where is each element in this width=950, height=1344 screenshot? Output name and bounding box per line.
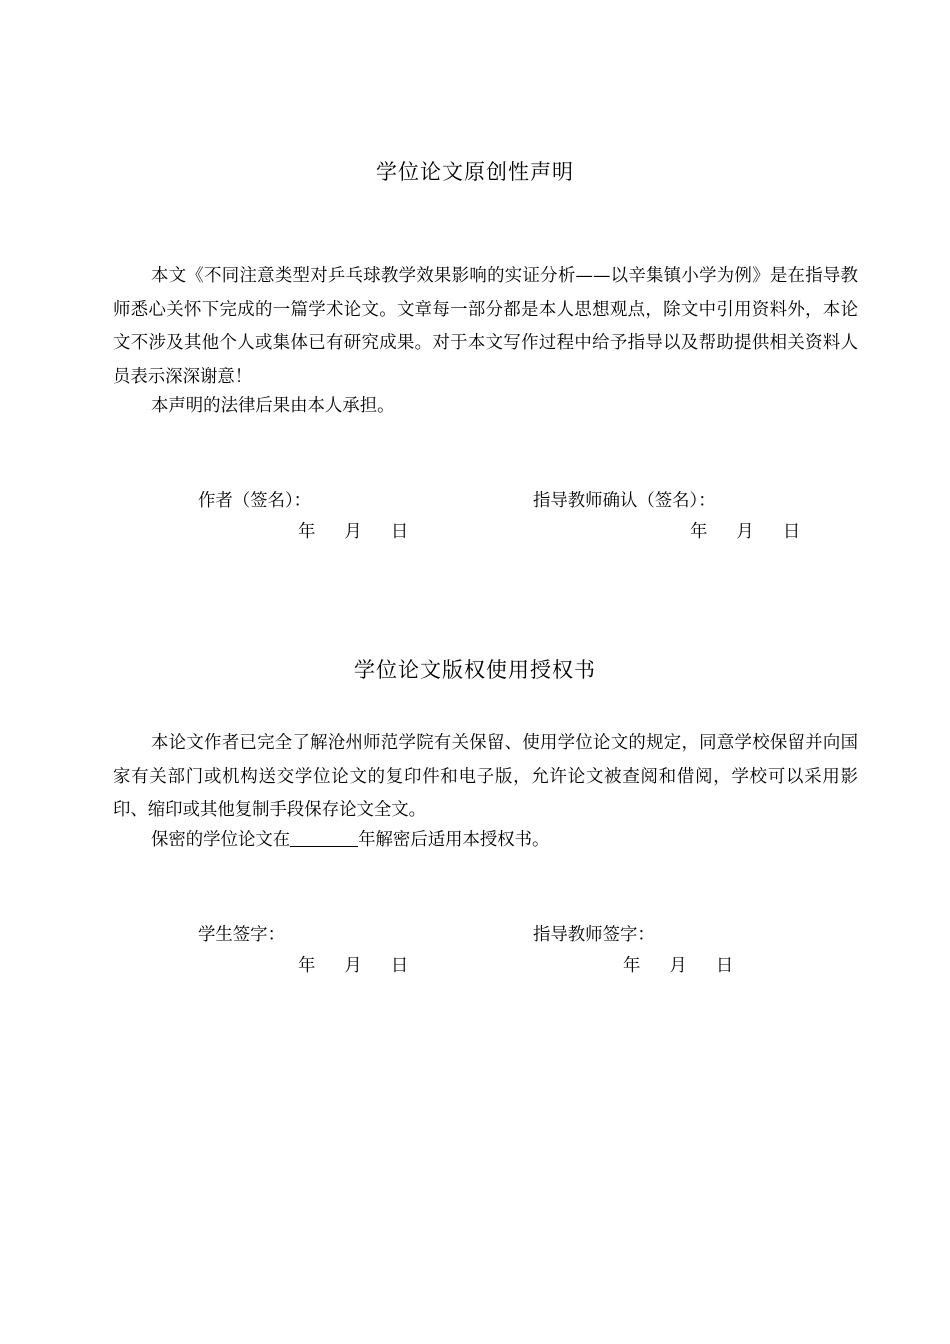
student-date-line bbox=[298, 954, 408, 978]
secrecy-suffix: 年解密后适用本授权书。 bbox=[358, 830, 550, 850]
date-month: 月 bbox=[669, 956, 687, 976]
date-year: 年 bbox=[690, 522, 708, 542]
advisor-date-line bbox=[690, 520, 800, 544]
authorization-title: 学位论文版权使用授权书 bbox=[354, 658, 596, 682]
declaration-liability: 本声明的法律后果由本人承担。 bbox=[151, 396, 395, 416]
date-day: 日 bbox=[782, 522, 801, 542]
secrecy-prefix: 保密的学位论文在 bbox=[151, 830, 291, 850]
authorization-body: 本论文作者已完全了解沧州师范学院有关保留、使用学位论文的规定，同意学校保留并向国家有关部门或机构送交学位论文的复印件和电子版，允许论文被查阅和借阅，学校可以采用影印、缩印或其他复制手段保存论文全文。 bbox=[113, 733, 858, 820]
declaration-title: 学位论文原创性声明 bbox=[376, 160, 574, 184]
date-month: 月 bbox=[344, 956, 362, 976]
years-blank bbox=[290, 829, 358, 847]
date-year: 年 bbox=[623, 956, 641, 976]
author-signature-label: 作者（签名）： bbox=[198, 491, 312, 511]
date-month: 月 bbox=[736, 522, 754, 542]
student-signature-label: 学生签字： bbox=[198, 925, 285, 945]
advisor-confirm-signature-label: 指导教师确认（签名）： bbox=[533, 491, 716, 511]
declaration-body: 本文《不同注意类型对乒乓球教学效果影响的实证分析——以辛集镇小学为例》是在指导教师悉心关怀下完成的一篇学术论文。文章每一部分都是本人思想观点，除文中引用资料外，本论文不涉及其他个人或集体已有研究成果。对于本文写作过程中给予指导以及帮助提供相关资料人员表示深深谢意！ bbox=[113, 266, 858, 387]
date-day: 日 bbox=[390, 522, 409, 542]
secrecy-clause bbox=[113, 824, 858, 858]
advisor-sign-date-line bbox=[623, 954, 733, 978]
date-month: 月 bbox=[344, 522, 362, 542]
date-year: 年 bbox=[298, 522, 316, 542]
date-day: 日 bbox=[715, 956, 734, 976]
date-year: 年 bbox=[298, 956, 316, 976]
date-day: 日 bbox=[390, 956, 409, 976]
author-date-line bbox=[298, 520, 408, 544]
advisor-signature-label: 指导教师签字： bbox=[533, 925, 655, 945]
